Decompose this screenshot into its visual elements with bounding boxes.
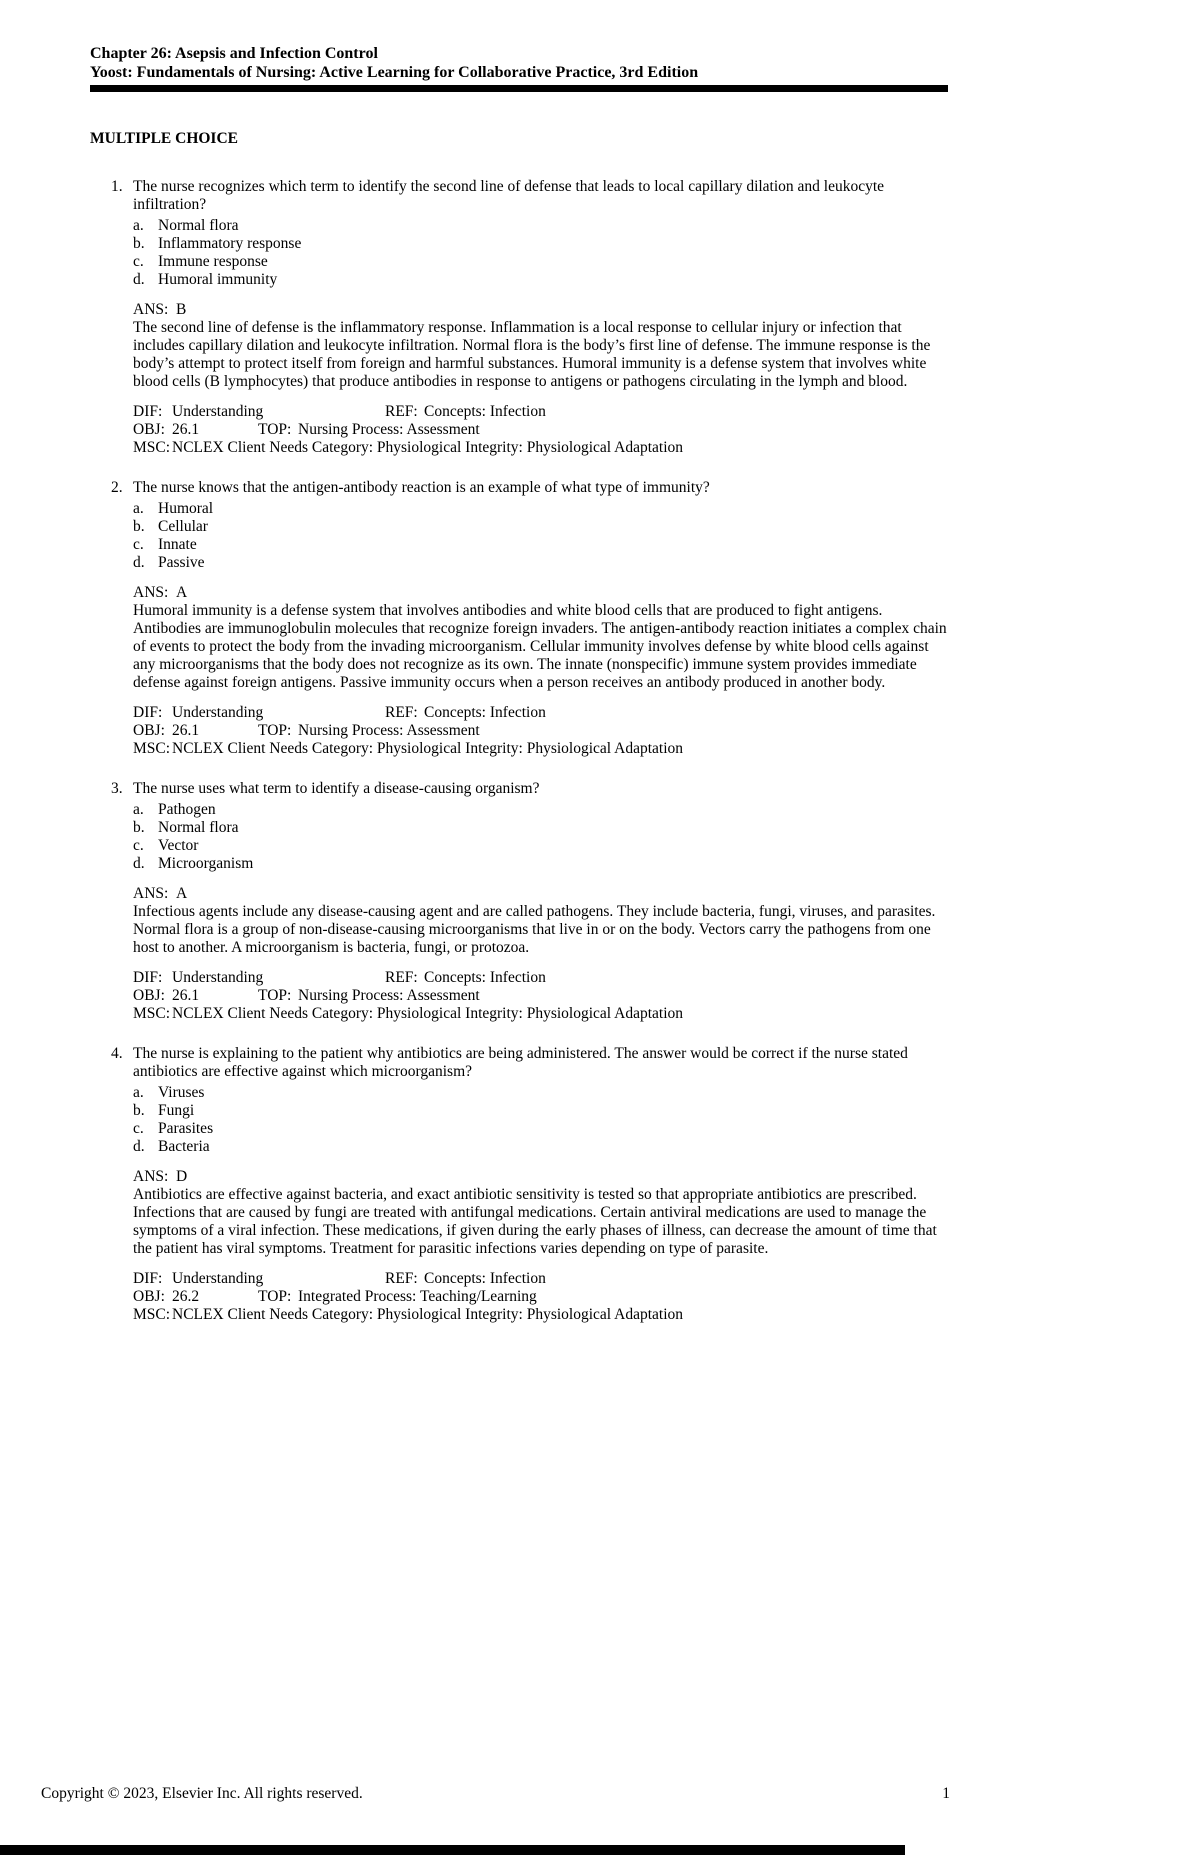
question-number: 1. xyxy=(111,178,123,195)
question-meta xyxy=(133,1270,948,1324)
question-stem: The nurse is explaining to the patient why antibiotics are being administered. The answer would be correct if the nurse stated antibiotics are effective against which microorganism? xyxy=(133,1045,908,1080)
answer-line xyxy=(133,301,948,319)
option-text: Passive xyxy=(158,554,205,571)
top-value: Integrated Process: Teaching/Learning xyxy=(298,1288,537,1305)
dif-value: Understanding xyxy=(172,969,264,986)
option-row xyxy=(133,855,948,873)
option-text: Fungi xyxy=(158,1102,195,1119)
option-row xyxy=(133,235,948,253)
option-letter: c. xyxy=(133,253,144,270)
option-letter: d. xyxy=(133,271,145,288)
dif-value: Understanding xyxy=(172,403,264,420)
option-letter: c. xyxy=(133,837,144,854)
option-letter: a. xyxy=(133,801,144,818)
chapter-title: Chapter 26: Asepsis and Infection Control xyxy=(90,45,378,62)
option-text: Immune response xyxy=(158,253,268,270)
dif-label: DIF: xyxy=(133,403,163,420)
option-text: Viruses xyxy=(158,1084,205,1101)
msc-value: NCLEX Client Needs Category: Physiological Integrity: Physiological Adaptation xyxy=(172,740,684,757)
answer-value: A xyxy=(176,584,188,601)
question-stem: The nurse knows that the antigen-antibody reaction is an example of what type of immunity? xyxy=(133,479,710,496)
dif-label: DIF: xyxy=(133,1270,163,1287)
option-row xyxy=(133,819,948,837)
top-value: Nursing Process: Assessment xyxy=(298,722,480,739)
option-text: Vector xyxy=(158,837,199,854)
meta-line-obj-top xyxy=(133,421,948,439)
option-text: Parasites xyxy=(158,1120,214,1137)
msc-label: MSC: xyxy=(133,1306,171,1323)
option-row xyxy=(133,837,948,855)
msc-value: NCLEX Client Needs Category: Physiological Integrity: Physiological Adaptation xyxy=(172,1306,684,1323)
answer-label: ANS: xyxy=(133,301,169,318)
answer-label: ANS: xyxy=(133,584,169,601)
option-row xyxy=(133,1138,948,1156)
obj-value: 26.1 xyxy=(172,722,200,739)
top-label: TOP: xyxy=(258,987,292,1004)
option-text: Bacteria xyxy=(158,1138,210,1155)
meta-line-dif-ref xyxy=(133,1270,948,1288)
answer-value: D xyxy=(176,1168,188,1185)
option-letter: d. xyxy=(133,554,145,571)
meta-line-msc xyxy=(133,1005,948,1023)
answer-label: ANS: xyxy=(133,1168,169,1185)
question-item xyxy=(90,1045,948,1324)
options-list xyxy=(133,500,948,572)
ref-value: Concepts: Infection xyxy=(424,969,546,986)
options-list xyxy=(133,217,948,289)
question-body xyxy=(133,780,948,1023)
rationale-text: Humoral immunity is a defense system that involves antibodies and white blood cells that are produced to fight antigens. Antibodies are immunoglobulin molecules that recognize foreign invaders. The antigen-antibody reaction initiates a complex chain of events to protect the body from the invading microorganism. Cellular immunity involves defense by white blood cells against any microorganisms that the body does not recognize as its own. The innate (nonspecific) immune system provides immediate defense against foreign antigens. Passive immunity occurs when a person receives an antibody produced in another body. xyxy=(133,602,947,691)
top-label: TOP: xyxy=(258,1288,292,1305)
meta-line-dif-ref xyxy=(133,969,948,987)
answer-line xyxy=(133,584,948,602)
option-letter: b. xyxy=(133,235,145,252)
question-stem: The nurse uses what term to identify a disease-causing organism? xyxy=(133,780,540,797)
ref-value: Concepts: Infection xyxy=(424,704,546,721)
option-letter: a. xyxy=(133,500,144,517)
question-number: 2. xyxy=(111,479,123,496)
option-letter: b. xyxy=(133,518,145,535)
option-text: Pathogen xyxy=(158,801,216,818)
question-body xyxy=(133,178,948,457)
ref-value: Concepts: Infection xyxy=(424,403,546,420)
question-number: 3. xyxy=(111,780,123,797)
dif-label: DIF: xyxy=(133,704,163,721)
questions-container xyxy=(90,178,948,1324)
question-number: 4. xyxy=(111,1045,123,1062)
meta-line-msc xyxy=(133,439,948,457)
option-row xyxy=(133,1084,948,1102)
question-meta xyxy=(133,403,948,457)
msc-label: MSC: xyxy=(133,1005,171,1022)
option-letter: d. xyxy=(133,855,145,872)
obj-label: OBJ: xyxy=(133,1288,165,1305)
rationale-text: Infectious agents include any disease-causing agent and are called pathogens. They include bacteria, fungi, viruses, and parasites. Normal flora is a group of non-disease-causing microorganisms that live in or on the body. Vectors carry the pathogens from one host to another. A microorganism is bacteria, fungi, or protozoa. xyxy=(133,903,936,956)
book-title: Yoost: Fundamentals of Nursing: Active Learning for Collaborative Practice, 3rd Edition xyxy=(90,64,699,81)
msc-value: NCLEX Client Needs Category: Physiological Integrity: Physiological Adaptation xyxy=(172,1005,684,1022)
ref-value: Concepts: Infection xyxy=(424,1270,546,1287)
option-letter: a. xyxy=(133,1084,144,1101)
question-item xyxy=(90,780,948,1023)
meta-line-msc xyxy=(133,1306,948,1324)
answer-line xyxy=(133,885,948,903)
page-number: 1 xyxy=(942,1785,950,1802)
option-letter: c. xyxy=(133,1120,144,1137)
msc-label: MSC: xyxy=(133,439,171,456)
ref-label: REF: xyxy=(385,969,418,986)
ref-label: REF: xyxy=(385,1270,418,1287)
obj-label: OBJ: xyxy=(133,421,165,438)
section-title: MULTIPLE CHOICE xyxy=(90,130,238,147)
question-item xyxy=(90,178,948,457)
bottom-bar xyxy=(0,1845,905,1855)
obj-value: 26.1 xyxy=(172,987,200,1004)
msc-value: NCLEX Client Needs Category: Physiological Integrity: Physiological Adaptation xyxy=(172,439,684,456)
option-text: Normal flora xyxy=(158,217,239,234)
question-stem: The nurse recognizes which term to identify the second line of defense that leads to local capillary dilation and leukocyte infiltration? xyxy=(133,178,885,213)
option-text: Normal flora xyxy=(158,819,239,836)
ref-label: REF: xyxy=(385,704,418,721)
option-text: Cellular xyxy=(158,518,208,535)
option-text: Microorganism xyxy=(158,855,254,872)
dif-value: Understanding xyxy=(172,704,264,721)
answer-value: A xyxy=(176,885,188,902)
answer-value: B xyxy=(176,301,187,318)
question-meta xyxy=(133,704,948,758)
question-meta xyxy=(133,969,948,1023)
option-text: Humoral xyxy=(158,500,214,517)
meta-line-obj-top xyxy=(133,987,948,1005)
obj-value: 26.1 xyxy=(172,421,200,438)
top-value: Nursing Process: Assessment xyxy=(298,987,480,1004)
option-row xyxy=(133,1102,948,1120)
rationale-text: Antibiotics are effective against bacteria, and exact antibiotic sensitivity is tested so that appropriate antibiotics are prescribed. Infections that are caused by fungi are treated with antifungal medications. Certain antiviral medications are used to manage the symptoms of a viral infection. These medications, if given during the early phases of illness, can decrease the amount of time that the patient has viral symptoms. Treatment for parasitic infections varies depending on type of parasite. xyxy=(133,1186,937,1257)
option-row xyxy=(133,217,948,235)
answer-label: ANS: xyxy=(133,885,169,902)
obj-label: OBJ: xyxy=(133,722,165,739)
top-label: TOP: xyxy=(258,722,292,739)
answer-line xyxy=(133,1168,948,1186)
option-text: Humoral immunity xyxy=(158,271,278,288)
dif-label: DIF: xyxy=(133,969,163,986)
meta-line-dif-ref xyxy=(133,704,948,722)
meta-line-obj-top xyxy=(133,1288,948,1306)
meta-line-obj-top xyxy=(133,722,948,740)
option-letter: c. xyxy=(133,536,144,553)
option-row xyxy=(133,518,948,536)
msc-label: MSC: xyxy=(133,740,171,757)
option-text: Inflammatory response xyxy=(158,235,302,252)
question-body xyxy=(133,479,948,758)
top-label: TOP: xyxy=(258,421,292,438)
option-row xyxy=(133,801,948,819)
header-rule xyxy=(90,85,948,92)
question-item xyxy=(90,479,948,758)
option-letter: d. xyxy=(133,1138,145,1155)
option-row xyxy=(133,1120,948,1138)
option-row xyxy=(133,554,948,572)
rationale-text: The second line of defense is the inflammatory response. Inflammation is a local response to cellular injury or infection that includes capillary dilation and leukocyte infiltration. Normal flora is the body’s first line of defense. The immune response is the body’s attempt to protect itself from foreign and harmful substances. Humoral immunity is a defense system that involves white blood cells (B lymphocytes) that produce antibodies in response to antigens or pathogens circulating in the lymph and blood. xyxy=(133,319,931,390)
meta-line-msc xyxy=(133,740,948,758)
option-row xyxy=(133,500,948,518)
option-row xyxy=(133,253,948,271)
option-letter: b. xyxy=(133,1102,145,1119)
ref-label: REF: xyxy=(385,403,418,420)
options-list xyxy=(133,1084,948,1156)
option-letter: b. xyxy=(133,819,145,836)
dif-value: Understanding xyxy=(172,1270,264,1287)
copyright-text: Copyright © 2023, Elsevier Inc. All rights reserved. xyxy=(41,1785,363,1802)
options-list xyxy=(133,801,948,873)
top-value: Nursing Process: Assessment xyxy=(298,421,480,438)
obj-value: 26.2 xyxy=(172,1288,200,1305)
option-row xyxy=(133,536,948,554)
obj-label: OBJ: xyxy=(133,987,165,1004)
option-text: Innate xyxy=(158,536,197,553)
meta-line-dif-ref xyxy=(133,403,948,421)
page-footer xyxy=(41,1785,950,1803)
question-body xyxy=(133,1045,948,1324)
option-letter: a. xyxy=(133,217,144,234)
option-row xyxy=(133,271,948,289)
